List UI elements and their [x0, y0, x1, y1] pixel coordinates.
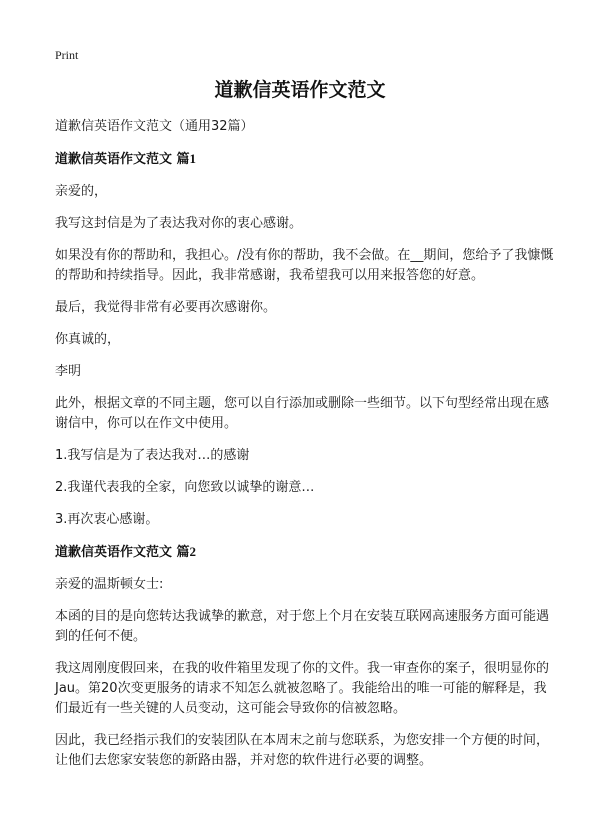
paragraph: 我这周刚度假回来，在我的收件箱里发现了你的文件。我一审查你的案子，很明显你的Jau。第20次变更服务的请求不知怎么就被忽略了。我能给出的唯一可能的解释是，我们最近有一些关键的人员变动，这可能会导致你的信被忽略。 [55, 661, 550, 716]
paragraph: 李明 [55, 364, 82, 379]
document-body [55, 117, 555, 783]
paragraph: 本函的目的是向您转达我诚挚的歉意，对于您上个月在安装互联网高速服务方面可能遇到的任何不便。 [55, 609, 550, 644]
section-heading-text: 道歉信英语作文范文 篇 [55, 545, 190, 560]
document-subtitle: 道歉信英语作文范文（通用32篇） [55, 119, 254, 134]
section-heading-number: 1 [189, 151, 197, 166]
section-heading-2 [55, 542, 555, 563]
paragraph: 亲爱的温斯顿女士: [55, 577, 164, 592]
paragraph: 最后，我觉得非常有必要再次感谢你。 [55, 300, 277, 315]
section-heading-text: 道歉信英语作文范文 篇 [55, 152, 190, 167]
list-item: 2.我谨代表我的全家，向您致以诚挚的谢意… [55, 480, 315, 495]
paragraph: 如果没有你的帮助和，我担心。/没有你的帮助，我不会做。在__期间，您给予了我慷慨的帮助和持续指导。因此，我非常感谢，我希望我可以用来报答您的好意。 [55, 248, 554, 283]
list-item: 3.再次衷心感谢。 [55, 512, 159, 527]
paragraph: 你真诚的， [55, 332, 121, 347]
list-item: 1.我写信是为了表达我对…的感谢 [55, 448, 250, 463]
print-label: Print [55, 48, 79, 62]
paragraph: 此外，根据文章的不同主题，您可以自行添加或删除一些细节。以下句型经常出现在感谢信中，你可以在作文中使用。 [55, 396, 550, 431]
document-title: 道歉信英语作文范文 [214, 79, 386, 101]
paragraph: 因此，我已经指示我们的安装团队在本周末之前与您联系，为您安排一个方便的时间，让他们去您家安装您的新路由器，并对您的软件进行必要的调整。 [55, 733, 550, 768]
paragraph: 我写这封信是为了表达我对你的衷心感谢。 [55, 216, 303, 231]
section-heading-number: 2 [189, 544, 197, 559]
paragraph: 亲爱的， [55, 184, 108, 199]
section-heading-1 [55, 149, 555, 170]
